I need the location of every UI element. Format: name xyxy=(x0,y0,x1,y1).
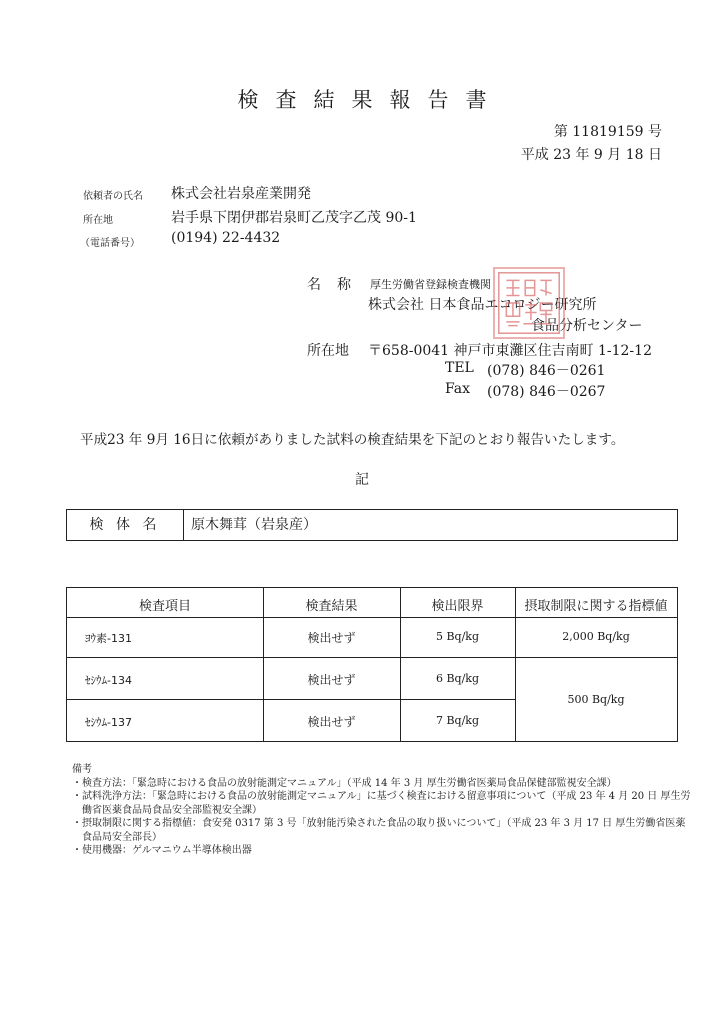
table-rule xyxy=(67,699,515,700)
lab-registration: 厚生労働省登録検査機関 xyxy=(370,278,491,291)
table-rule xyxy=(67,657,677,658)
remarks-item: ・試料洗浄方法：「緊急時における食品の放射能測定マニュアル」に基づく検査における留意事項について（平成 23 年 4 月 20 日 厚生労働省医薬食品局食品安全部監視安全課） xyxy=(72,791,691,816)
table-cell-result: 検出せず xyxy=(307,673,356,687)
table-cell-item: ｾｼｳﾑ-134 xyxy=(85,674,132,687)
lab-name-label-char-1: 名 xyxy=(307,277,321,293)
column-header: 検査結果 xyxy=(305,599,358,614)
lab-name-label-char-2: 称 xyxy=(337,277,351,293)
client-address: 岩手県下閉伊郡岩泉町乙茂字乙茂 90-1 xyxy=(171,210,417,226)
lab-name-label xyxy=(307,274,351,294)
client-name: 株式会社岩泉産業開発 xyxy=(171,186,311,202)
sample-table xyxy=(66,509,678,541)
report-number: 第 11819159 号 xyxy=(553,124,662,140)
lab-tel-label: TEL xyxy=(445,360,474,376)
column-header: 検査項目 xyxy=(138,599,191,614)
table-cell-limit: 6 Bq/kg xyxy=(435,672,480,685)
ki-heading: 記 xyxy=(355,472,369,488)
remarks xyxy=(72,763,692,858)
table-cell-result: 検出せず xyxy=(307,631,356,645)
lab-name: 株式会社 日本食品エコロジー研究所 xyxy=(368,297,597,313)
remarks-item: ・摂取制限に関する指標値：食安発 0317 第 3 号「放射能汚染された食品の取り扱いについて」（平成 23 年 3 月 17 日 厚生労働省医薬食品局安全部長） xyxy=(72,818,686,843)
document-title: 検査結果報告書 xyxy=(237,88,504,112)
sample-name: 原木舞茸（岩泉産） xyxy=(191,517,317,533)
table-cell-limit: 7 Bq/kg xyxy=(435,714,480,727)
table-cell-limit: 5 Bq/kg xyxy=(435,630,480,643)
table-cell-item: ﾖｳ素-131 xyxy=(85,632,132,645)
lab-fax-label: Fax xyxy=(445,381,471,397)
client-address-label: 所在地 xyxy=(83,215,113,226)
client-name-label: 依頼者の氏名 xyxy=(83,191,143,202)
table-cell-index: 2,000 Bq/kg xyxy=(562,630,630,643)
remarks-item: ・検査方法：「緊急時における食品の放射能測定マニュアル」（平成 14 年 3 月 厚生労働省医薬局食品保健部監視安全課） xyxy=(72,777,617,789)
lab-fax: (078) 846－0267 xyxy=(487,384,606,400)
lab-address-label: 所在地 xyxy=(307,343,349,359)
remarks-item: ・使用機器：ゲルマニウム半導体検出器 xyxy=(72,845,252,856)
lab-tel: (078) 846－0261 xyxy=(487,363,606,379)
table-cell-result: 検出せず xyxy=(307,715,356,729)
table-cell-item: ｾｼｳﾑ-137 xyxy=(85,716,132,729)
lab-address: 〒658-0041 神戸市東灘区住吉南町 1-12-12 xyxy=(368,343,652,359)
report-date: 平成 23 年 9 月 18 日 xyxy=(520,147,662,163)
lab-department: 食品分析センター xyxy=(531,318,643,334)
client-tel: (0194) 22-4432 xyxy=(171,230,281,246)
column-header: 検出限界 xyxy=(431,599,484,614)
client-tel-label: （電話番号） xyxy=(80,238,140,249)
report-statement: 平成23 年 9月 16日に依頼がありました試料の検査結果を下記のとおり報告いたします。 xyxy=(80,432,625,448)
remarks-title: 備考 xyxy=(72,764,92,775)
sample-label: 検 体 名 xyxy=(67,510,184,540)
seal-stamp-icon xyxy=(493,267,565,339)
column-header: 摂取制限に関する指標値 xyxy=(524,599,668,614)
table-cell-index: 500 Bq/kg xyxy=(567,693,625,706)
table-rule xyxy=(67,617,677,618)
results-table xyxy=(66,587,678,742)
